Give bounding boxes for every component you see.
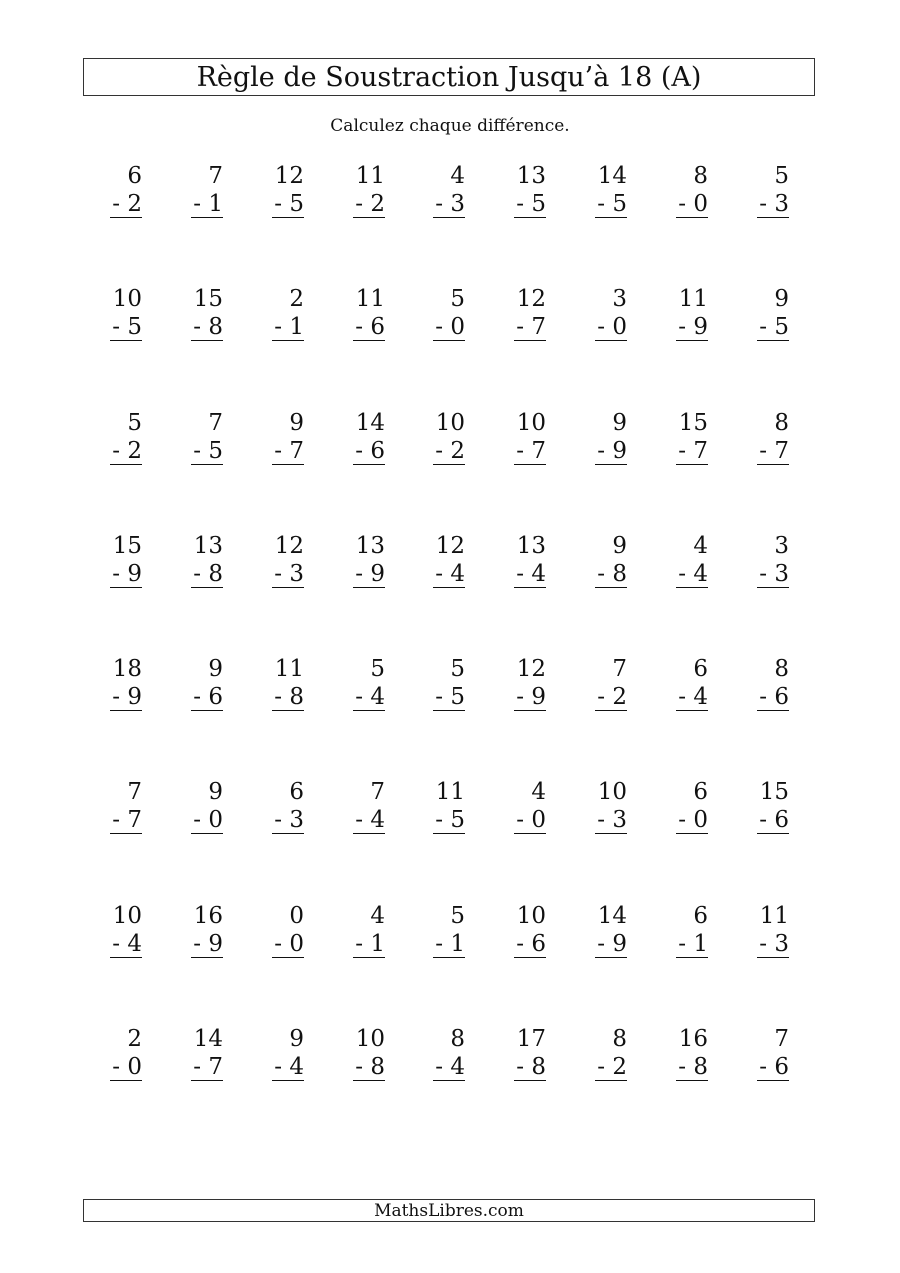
subtrahend: - 6 [516, 930, 546, 957]
subtraction-problem [486, 778, 546, 834]
subtraction-problem [82, 1025, 142, 1081]
subtrahend: - 0 [193, 807, 223, 834]
minuend: 2 [289, 286, 304, 313]
minuend: 6 [127, 163, 142, 189]
minuend: 11 [759, 902, 789, 929]
minuend: 5 [774, 163, 789, 189]
subtraction-problem [82, 162, 142, 218]
subtrahend: - 3 [597, 807, 627, 834]
subtrahend: - 4 [274, 1054, 304, 1081]
minuend: 5 [370, 656, 385, 683]
subtrahend: - 4 [112, 930, 142, 957]
subtraction-problem [82, 902, 142, 958]
minuend: 9 [208, 656, 223, 683]
subtrahend: - 1 [193, 191, 223, 217]
subtraction-problem [729, 902, 789, 958]
minuend: 8 [693, 163, 708, 189]
minuend: 16 [678, 1026, 708, 1053]
subtrahend: - 9 [597, 437, 627, 464]
subtraction-problem [82, 285, 142, 341]
subtrahend: - 8 [355, 1054, 385, 1081]
subtrahend: - 5 [193, 437, 223, 464]
subtrahend: - 0 [597, 314, 627, 341]
subtraction-problem [405, 285, 465, 341]
minuend: 10 [597, 779, 627, 806]
subtraction-problem [648, 409, 708, 465]
minuend: 9 [612, 409, 627, 436]
minuend: 13 [193, 532, 223, 559]
subtrahend: - 0 [678, 191, 708, 217]
minuend: 13 [516, 532, 546, 559]
minuend: 11 [355, 163, 385, 189]
minuend: 8 [774, 656, 789, 683]
subtraction-problem [648, 285, 708, 341]
subtrahend: - 4 [355, 684, 385, 711]
subtrahend: - 7 [112, 807, 142, 834]
minuend: 5 [127, 409, 142, 436]
minuend: 2 [127, 1026, 142, 1053]
minuend: 12 [516, 656, 546, 683]
subtraction-problem [405, 409, 465, 465]
subtraction-problem [82, 409, 142, 465]
subtrahend: - 7 [516, 437, 546, 464]
subtraction-problem [729, 778, 789, 834]
minuend: 14 [355, 409, 385, 436]
subtraction-problem [648, 1025, 708, 1081]
subtraction-problem [648, 778, 708, 834]
minuend: 4 [450, 163, 465, 189]
minuend: 17 [516, 1026, 546, 1053]
minuend: 14 [597, 163, 627, 189]
subtraction-problem [486, 162, 546, 218]
subtraction-problem [244, 902, 304, 958]
subtrahend: - 4 [516, 560, 546, 587]
subtraction-problem [244, 409, 304, 465]
minuend: 12 [274, 163, 304, 189]
subtrahend: - 4 [355, 807, 385, 834]
subtraction-problem [325, 778, 385, 834]
subtrahend: - 8 [678, 1054, 708, 1081]
subtraction-problem [163, 162, 223, 218]
subtrahend: - 8 [516, 1054, 546, 1081]
subtrahend: - 3 [274, 560, 304, 587]
minuend: 8 [612, 1026, 627, 1053]
subtrahend: - 7 [759, 437, 789, 464]
subtrahend: - 0 [516, 807, 546, 834]
subtraction-problem [567, 162, 627, 218]
minuend: 6 [693, 902, 708, 929]
minuend: 4 [370, 902, 385, 929]
subtrahend: - 5 [516, 191, 546, 217]
subtrahend: - 3 [759, 560, 789, 587]
subtraction-problem [567, 778, 627, 834]
subtrahend: - 6 [355, 437, 385, 464]
subtrahend: - 9 [112, 560, 142, 587]
minuend: 15 [759, 779, 789, 806]
minuend: 6 [289, 779, 304, 806]
minuend: 0 [289, 902, 304, 929]
subtraction-problem [486, 285, 546, 341]
subtrahend: - 4 [435, 560, 465, 587]
subtrahend: - 8 [193, 560, 223, 587]
subtraction-problem [729, 162, 789, 218]
subtraction-problem [244, 162, 304, 218]
instructions: Calculez chaque différence. [330, 116, 570, 136]
subtrahend: - 9 [112, 684, 142, 711]
subtraction-problem [729, 532, 789, 588]
subtrahend: - 2 [112, 437, 142, 464]
problem-row [83, 1025, 815, 1148]
subtraction-problem [648, 532, 708, 588]
subtraction-problem [163, 409, 223, 465]
subtraction-problem [486, 1025, 546, 1081]
subtrahend: - 7 [274, 437, 304, 464]
subtrahend: - 4 [435, 1054, 465, 1081]
subtraction-problem [405, 655, 465, 711]
subtrahend: - 2 [597, 1054, 627, 1081]
minuend: 18 [112, 656, 142, 683]
minuend: 5 [450, 286, 465, 313]
minuend: 7 [208, 409, 223, 436]
minuend: 15 [678, 409, 708, 436]
minuend: 4 [693, 532, 708, 559]
subtraction-problem [405, 532, 465, 588]
subtrahend: - 8 [597, 560, 627, 587]
subtraction-problem [405, 778, 465, 834]
subtraction-problem [567, 409, 627, 465]
minuend: 10 [516, 902, 546, 929]
subtrahend: - 0 [678, 807, 708, 834]
subtraction-problem [325, 1025, 385, 1081]
subtrahend: - 6 [759, 1054, 789, 1081]
problem-row [83, 409, 815, 532]
minuend: 6 [693, 779, 708, 806]
minuend: 16 [193, 902, 223, 929]
minuend: 9 [774, 286, 789, 313]
subtrahend: - 2 [355, 191, 385, 217]
subtraction-problem [244, 1025, 304, 1081]
subtraction-problem [567, 902, 627, 958]
minuend: 15 [193, 286, 223, 313]
problem-row [83, 655, 815, 778]
subtrahend: - 5 [435, 807, 465, 834]
page-title: Règle de Soustraction Jusqu’à 18 (A) [196, 61, 702, 93]
subtrahend: - 2 [112, 191, 142, 217]
subtraction-problem [486, 532, 546, 588]
subtraction-problem [567, 1025, 627, 1081]
subtrahend: - 6 [193, 684, 223, 711]
subtrahend: - 3 [759, 191, 789, 217]
subtraction-problem [163, 778, 223, 834]
minuend: 10 [516, 409, 546, 436]
subtraction-problem [648, 162, 708, 218]
subtrahend: - 5 [435, 684, 465, 711]
subtraction-problem [163, 532, 223, 588]
subtrahend: - 8 [274, 684, 304, 711]
subtrahend: - 7 [193, 1054, 223, 1081]
subtrahend: - 6 [759, 684, 789, 711]
subtrahend: - 5 [597, 191, 627, 217]
subtrahend: - 6 [759, 807, 789, 834]
subtraction-problem [567, 285, 627, 341]
minuend: 7 [127, 779, 142, 806]
minuend: 10 [112, 902, 142, 929]
subtraction-problem [567, 532, 627, 588]
subtraction-problem [163, 285, 223, 341]
minuend: 12 [435, 532, 465, 559]
subtrahend: - 0 [274, 930, 304, 957]
subtraction-problem [729, 285, 789, 341]
minuend: 14 [597, 902, 627, 929]
subtrahend: - 1 [435, 930, 465, 957]
minuend: 11 [355, 286, 385, 313]
problem-row [83, 162, 815, 285]
subtraction-problem [82, 778, 142, 834]
minuend: 7 [370, 779, 385, 806]
minuend: 10 [112, 286, 142, 313]
subtrahend: - 4 [678, 684, 708, 711]
subtrahend: - 9 [678, 314, 708, 341]
subtrahend: - 9 [193, 930, 223, 957]
subtraction-problem [163, 1025, 223, 1081]
subtraction-problem [244, 285, 304, 341]
minuend: 8 [774, 409, 789, 436]
subtrahend: - 5 [112, 314, 142, 341]
subtrahend: - 9 [355, 560, 385, 587]
subtraction-problem [729, 655, 789, 711]
minuend: 4 [531, 779, 546, 806]
subtraction-problem [729, 409, 789, 465]
subtrahend: - 0 [435, 314, 465, 341]
minuend: 9 [208, 779, 223, 806]
subtrahend: - 4 [678, 560, 708, 587]
subtraction-problem [82, 532, 142, 588]
subtraction-problem [163, 655, 223, 711]
subtraction-problem [567, 655, 627, 711]
subtraction-problem [325, 902, 385, 958]
subtraction-problem [325, 285, 385, 341]
minuend: 9 [612, 532, 627, 559]
minuend: 9 [289, 409, 304, 436]
subtrahend: - 5 [274, 191, 304, 217]
subtraction-problem [729, 1025, 789, 1081]
minuend: 3 [774, 532, 789, 559]
minuend: 5 [450, 902, 465, 929]
minuend: 13 [516, 163, 546, 189]
minuend: 11 [678, 286, 708, 313]
minuend: 14 [193, 1026, 223, 1053]
subtraction-problem [486, 409, 546, 465]
subtraction-problem [82, 655, 142, 711]
subtraction-problem [405, 1025, 465, 1081]
minuend: 10 [355, 1026, 385, 1053]
subtrahend: - 1 [274, 314, 304, 341]
subtrahend: - 7 [678, 437, 708, 464]
problem-row [83, 902, 815, 1025]
problem-row [83, 285, 815, 408]
minuend: 8 [450, 1026, 465, 1053]
subtrahend: - 0 [112, 1054, 142, 1081]
subtraction-problem [163, 902, 223, 958]
subtrahend: - 8 [193, 314, 223, 341]
minuend: 3 [612, 286, 627, 313]
problem-row [83, 532, 815, 655]
subtraction-problem [244, 655, 304, 711]
minuend: 6 [693, 656, 708, 683]
subtrahend: - 3 [759, 930, 789, 957]
minuend: 7 [612, 656, 627, 683]
subtrahend: - 9 [516, 684, 546, 711]
subtraction-problem [325, 409, 385, 465]
subtrahend: - 2 [597, 684, 627, 711]
subtraction-problem [405, 902, 465, 958]
subtrahend: - 5 [759, 314, 789, 341]
minuend: 10 [435, 409, 465, 436]
subtraction-problem [648, 655, 708, 711]
minuend: 15 [112, 532, 142, 559]
subtrahend: - 1 [678, 930, 708, 957]
minuend: 12 [516, 286, 546, 313]
subtraction-problem [244, 532, 304, 588]
subtrahend: - 2 [435, 437, 465, 464]
footer-site-name: MathsLibres.com [374, 1200, 524, 1221]
minuend: 9 [289, 1026, 304, 1053]
subtraction-problem [486, 655, 546, 711]
subtrahend: - 9 [597, 930, 627, 957]
problem-row [83, 778, 815, 901]
subtraction-problem [486, 902, 546, 958]
subtrahend: - 1 [355, 930, 385, 957]
minuend: 11 [435, 779, 465, 806]
subtrahend: - 3 [435, 191, 465, 217]
subtrahend: - 3 [274, 807, 304, 834]
footer-box [83, 1199, 815, 1222]
minuend: 5 [450, 656, 465, 683]
subtraction-problem [325, 655, 385, 711]
worksheet-title-box [83, 58, 815, 96]
problem-grid [83, 162, 815, 1148]
subtrahend: - 7 [516, 314, 546, 341]
minuend: 7 [774, 1026, 789, 1053]
subtraction-problem [325, 162, 385, 218]
minuend: 13 [355, 532, 385, 559]
minuend: 7 [208, 163, 223, 189]
subtraction-problem [648, 902, 708, 958]
subtraction-problem [244, 778, 304, 834]
minuend: 12 [274, 532, 304, 559]
subtrahend: - 6 [355, 314, 385, 341]
subtraction-problem [405, 162, 465, 218]
subtraction-problem [325, 532, 385, 588]
minuend: 11 [274, 656, 304, 683]
